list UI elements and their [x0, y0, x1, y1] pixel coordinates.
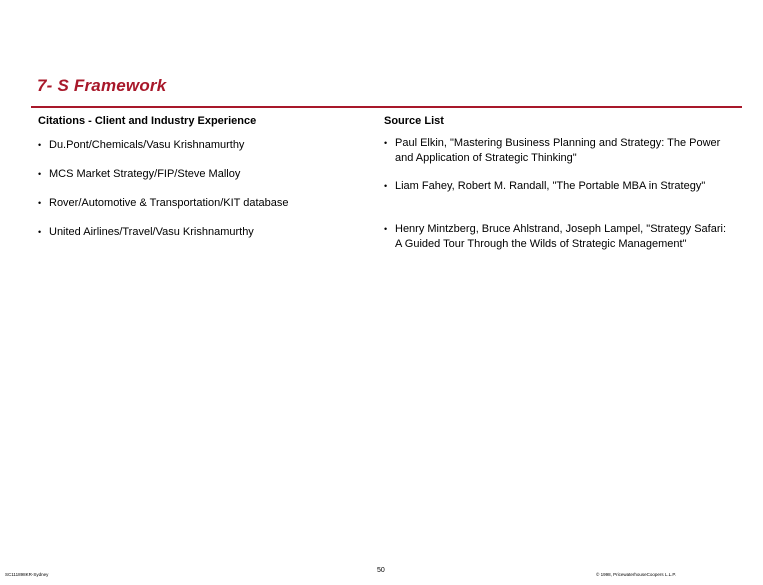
bullet-icon: •: [38, 198, 42, 208]
slide-title: 7- S Framework: [37, 76, 167, 95]
source-list-heading: Source List: [384, 115, 444, 127]
source-item: [384, 222, 729, 251]
citations-heading: Citations - Client and Industry Experience: [38, 115, 257, 127]
citation-text: Rover/Automotive & Transportation/KIT database: [49, 197, 289, 209]
footer-copyright: © 1998, PricewaterhouseCoopers L.L.P.: [596, 572, 677, 577]
bullet-icon: •: [384, 224, 388, 234]
title-divider: [31, 106, 742, 108]
bullet-icon: •: [38, 227, 42, 237]
source-text: Paul Elkin, "Mastering Business Planning and Strategy: The Power and Application of Strategic Thinking": [395, 137, 721, 164]
bullet-icon: •: [384, 138, 388, 148]
source-text: Liam Fahey, Robert M. Randall, "The Portable MBA in Strategy": [395, 180, 706, 192]
footer-document-id: SC111898KR-Sydney: [5, 572, 49, 577]
bullet-icon: •: [384, 181, 388, 191]
citation-item: [38, 167, 358, 182]
page-number: 50: [377, 567, 385, 574]
source-item: [384, 136, 729, 165]
source-text: Henry Mintzberg, Bruce Ahlstrand, Joseph Lampel, "Strategy Safari: A Guided Tour Through the Wilds of Strategic Management": [395, 223, 727, 250]
citation-item: [38, 138, 358, 153]
citation-text: Du.Pont/Chemicals/Vasu Krishnamurthy: [49, 139, 245, 151]
bullet-icon: •: [38, 140, 42, 150]
citation-item: [38, 225, 358, 240]
citation-text: United Airlines/Travel/Vasu Krishnamurthy: [49, 226, 254, 238]
citation-item: [38, 196, 358, 211]
bullet-icon: •: [38, 169, 42, 179]
source-item: [384, 179, 729, 194]
citation-text: MCS Market Strategy/FIP/Steve Malloy: [49, 168, 241, 180]
